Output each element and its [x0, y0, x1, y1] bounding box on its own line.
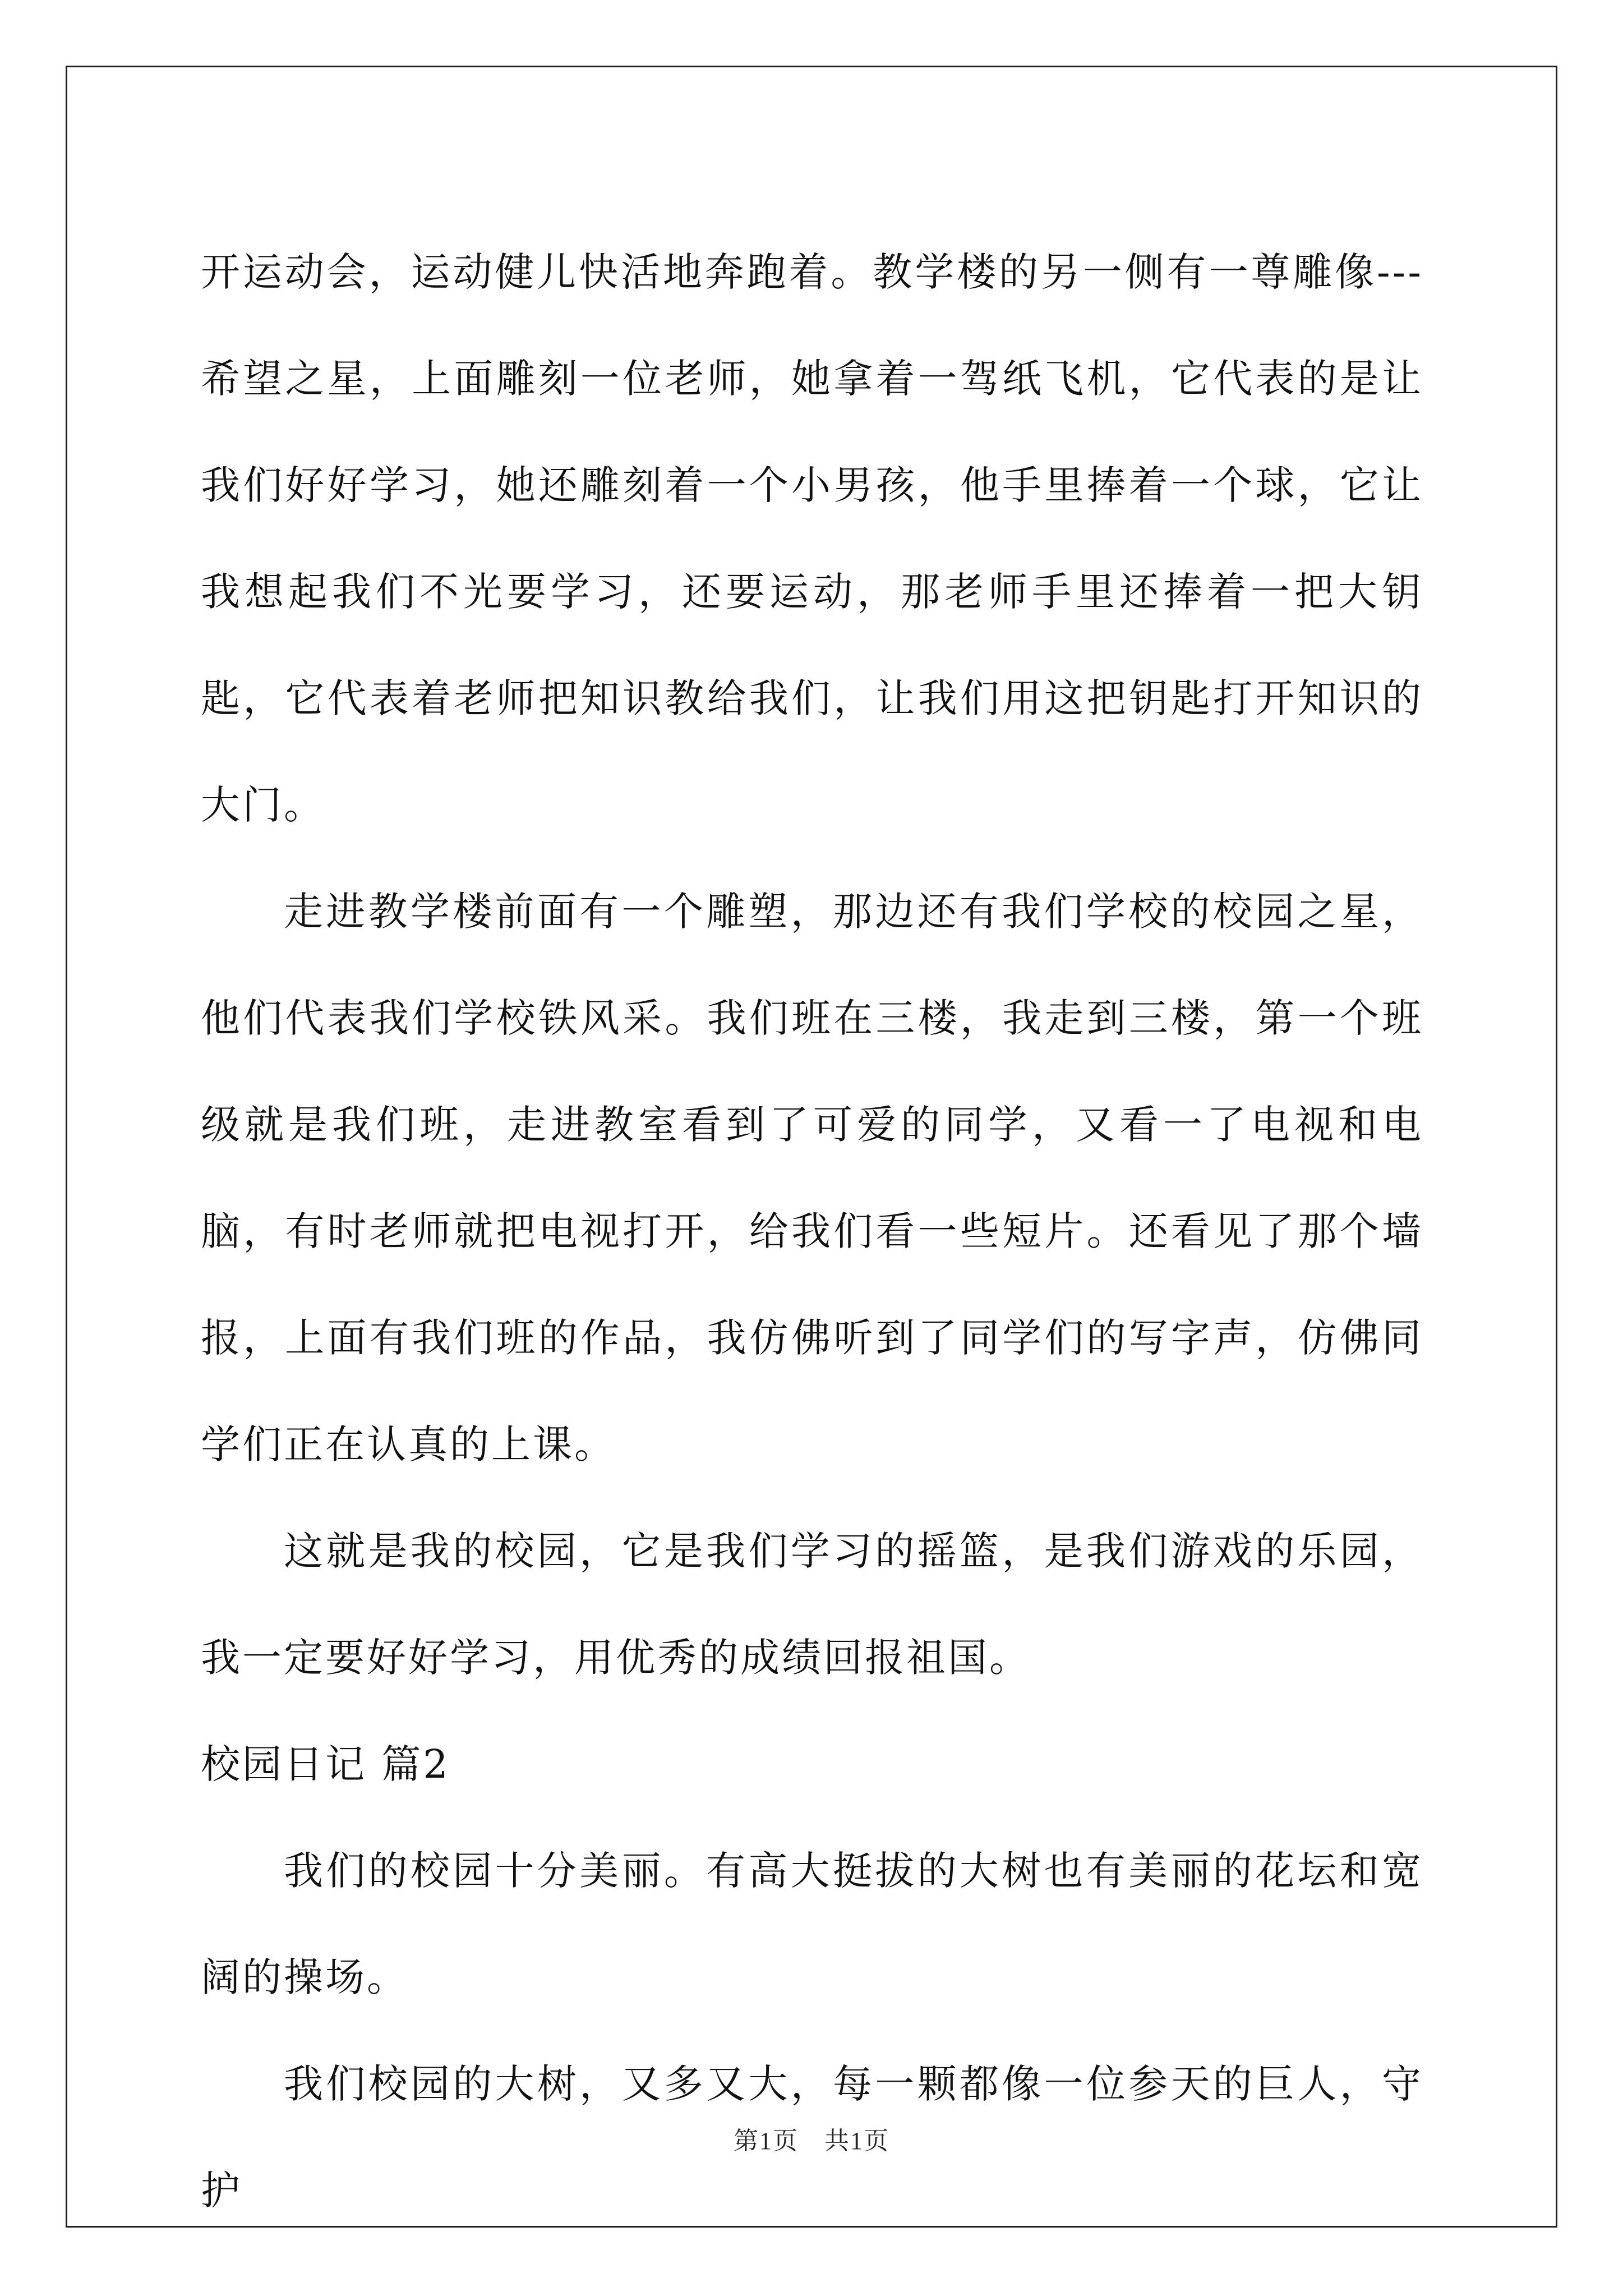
paragraph: 这就是我的校园，它是我们学习的摇篮，是我们游戏的乐园，我一定要好好学习，用优秀的成绩回报祖国。 [201, 1528, 1423, 1681]
paragraph: 走进教学楼前面有一个雕塑，那边还有我们学校的校园之星，他们代表我们学校铁风采。我们班在三楼，我走到三楼，第一个班级就是我们班，走进教室看到了可爱的同学，又看一了电视和电脑，有时老师就把电视打开，给我们看一些短片。还看见了那个墙报，上面有我们班的作品，我仿佛听到了同学们的写字声，仿佛同学们正在认真的上课。 [201, 889, 1423, 1467]
paragraph-continued: 开运动会，运动健儿快活地奔跑着。教学楼的另一侧有一尊雕像---希望之星，上面雕刻一位老师，她拿着一驾纸飞机，它代表的是让我们好好学习，她还雕刻着一个小男孩，他手里捧着一个球，它让我想起我们不光要学习，还要运动，那老师手里还捧着一把大钥匙，它代表着老师把知识教给我们，让我们用这把钥匙打开知识的大门。 [201, 249, 1423, 828]
page-number-footer: 第1页 共1页 [734, 2127, 889, 2155]
paragraph: 我们校园的大树，又多又大，每一颗都像一位参天的巨人，守护 [201, 2061, 1423, 2214]
paragraph: 我们的校园十分美丽。有高大挺拔的大树也有美丽的花坛和宽阔的操场。 [201, 1848, 1423, 2000]
section-heading: 校园日记 篇2 [201, 1741, 450, 1787]
document-body [201, 219, 1423, 2244]
